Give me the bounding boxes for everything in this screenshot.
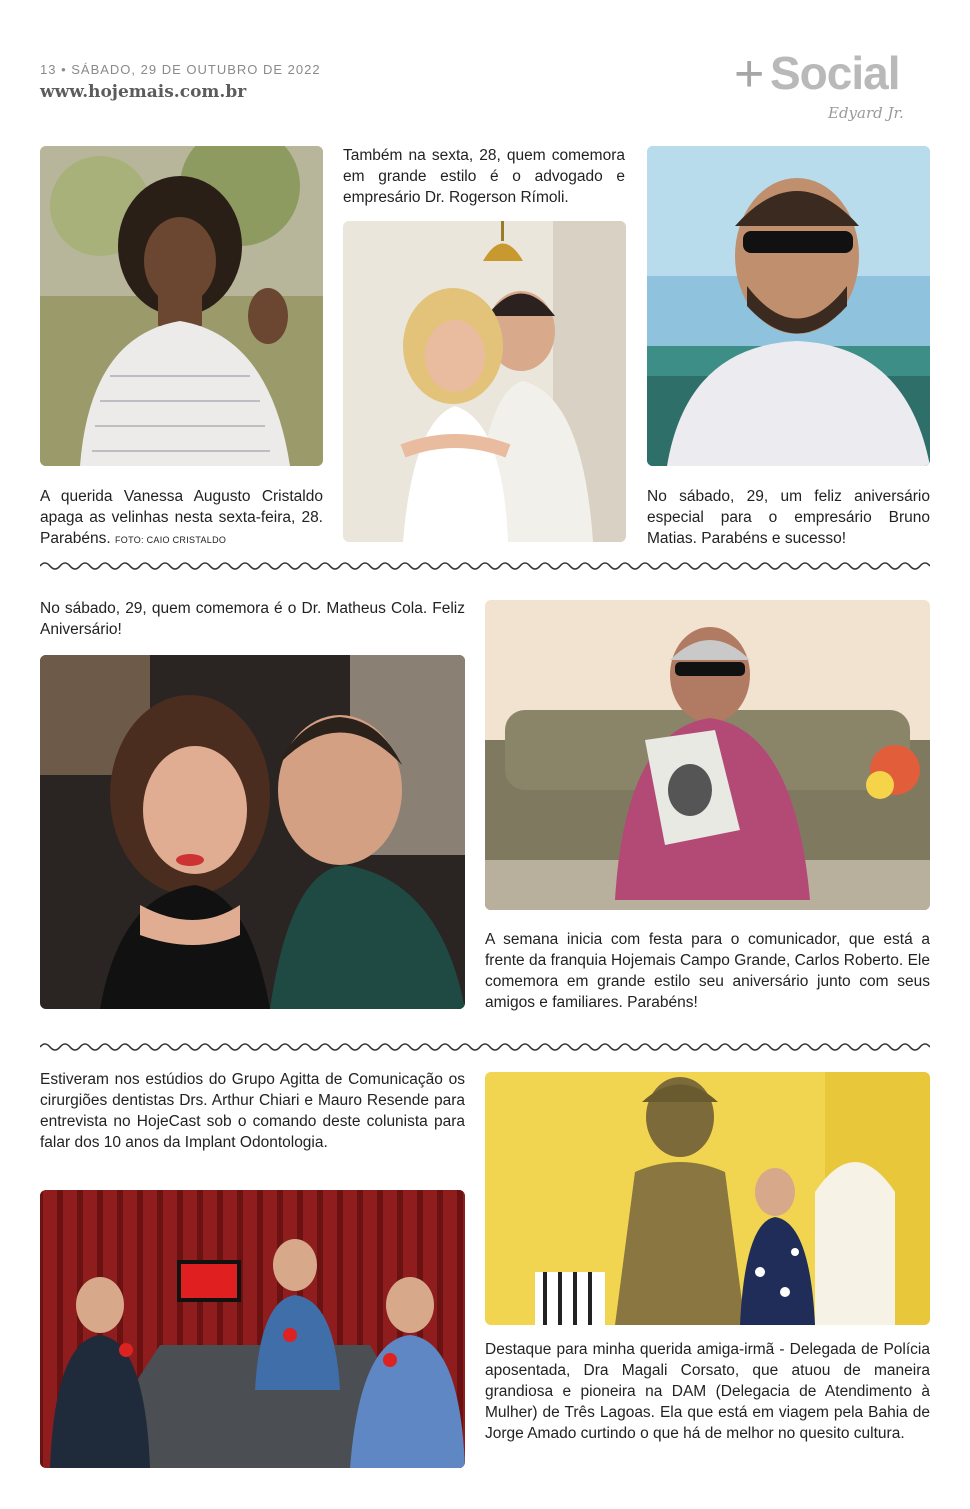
column-title: Social <box>770 47 900 99</box>
caption-rogerson: Também na sexta, 28, quem comemora em grande estilo é o advogado e empresário Dr. Rogerson Rímoli. <box>343 147 625 206</box>
caption-vanessa <box>40 486 323 551</box>
photo-matheus <box>40 655 465 1009</box>
photo-carlos <box>485 600 930 910</box>
photo-rogerson <box>343 221 626 542</box>
page-date: 13 • SÁBADO, 29 DE OUTUBRO DE 2022 <box>40 62 321 77</box>
caption-matheus: No sábado, 29, quem comemora é o Dr. Matheus Cola. Feliz Aniversário! <box>40 600 465 638</box>
caption-bruno: No sábado, 29, um feliz aniversário especial para o empresário Bruno Matias. Parabéns e sucesso! <box>647 488 930 547</box>
caption-vanessa-text: A querida Vanessa Augusto Cristaldo apaga as velinhas nesta sexta-feira, 28. Parabéns. <box>40 488 323 547</box>
section-divider <box>40 1041 930 1053</box>
caption-hojecast: Estiveram nos estúdios do Grupo Agitta de Comunicação os cirurgiões dentistas Drs. Arthur Chiari e Mauro Resende para entrevista no HojeCast sob o comando deste colunista para falar dos 10 anos da Implant Odontologia. <box>40 1071 465 1151</box>
caption-magali: Destaque para minha querida amiga-irmã - Delegada de Polícia aposentada, Dra Magali Corsato, que atuou de maneira grandiosa e pioneira na DAM (Delegacia de Atendimento à Mulher) de Três Lagoas. Ela que está em viagem pela Bahia de Jorge Amado curtindo o que há de melhor no quesito cultura. <box>485 1341 930 1442</box>
photo-magali <box>485 1072 930 1325</box>
photo-hojecast <box>40 1190 465 1468</box>
brand-plus: + <box>734 45 765 103</box>
photo-credit: FOTO: CAIO CRISTALDO <box>114 535 227 545</box>
section-divider <box>40 560 930 572</box>
photo-bruno <box>647 146 930 466</box>
website-url[interactable]: www.hojemais.com.br <box>40 82 247 102</box>
photo-vanessa <box>40 146 323 466</box>
caption-carlos: A semana inicia com festa para o comunicador, que está a frente da franquia Hojemais Campo Grande, Carlos Roberto. Ele comemora em grande estilo seu aniversário junto com seus amigos e familiares. Parabéns! <box>485 931 930 1011</box>
columnist-signature: Edyard Jr. <box>828 104 904 122</box>
